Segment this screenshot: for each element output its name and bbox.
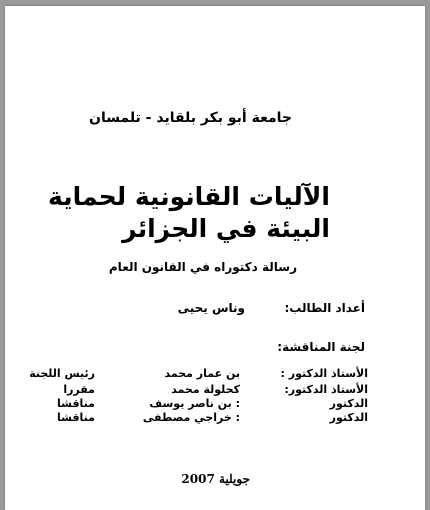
document-page <box>5 6 425 510</box>
committee-member-title: الأستاذ الدكتور: <box>284 383 368 396</box>
committee-heading: لجنة المناقشة: <box>277 340 365 354</box>
committee-member-name: كحلولة محمد <box>171 383 240 396</box>
committee-member-role: مقررا <box>63 383 95 396</box>
university-name: جامعة أبو بكر بلقايد - تلمسان <box>89 110 292 126</box>
committee-member-role: مناقشا <box>57 411 95 424</box>
student-label: أعداد الطالب: <box>284 301 365 315</box>
committee-member-title: الأستاذ الدكتور : <box>280 367 368 380</box>
defense-date: جويلية 2007 <box>181 472 250 486</box>
thesis-title-line-2: البيئة في الجزائر <box>122 214 330 243</box>
thesis-title <box>48 181 330 245</box>
committee-member-role: رئيس اللجنة <box>29 367 95 380</box>
committee-member-name: : بن ناصر يوسف <box>149 397 240 410</box>
committee-member-title: الدكتور <box>329 411 368 424</box>
committee-member-role: مناقشا <box>57 397 95 410</box>
committee-member-name: بن عمار محمد <box>164 367 240 380</box>
student-name: وناس يحيى <box>177 301 245 315</box>
thesis-subtitle: رسالة دكتوراه في القانون العام <box>108 260 297 274</box>
committee-member-title: الدكتور <box>329 397 368 410</box>
committee-member-name: : خراجي مصطفى <box>142 411 240 424</box>
thesis-title-line-1: الآليات القانونية لحماية <box>48 182 330 211</box>
